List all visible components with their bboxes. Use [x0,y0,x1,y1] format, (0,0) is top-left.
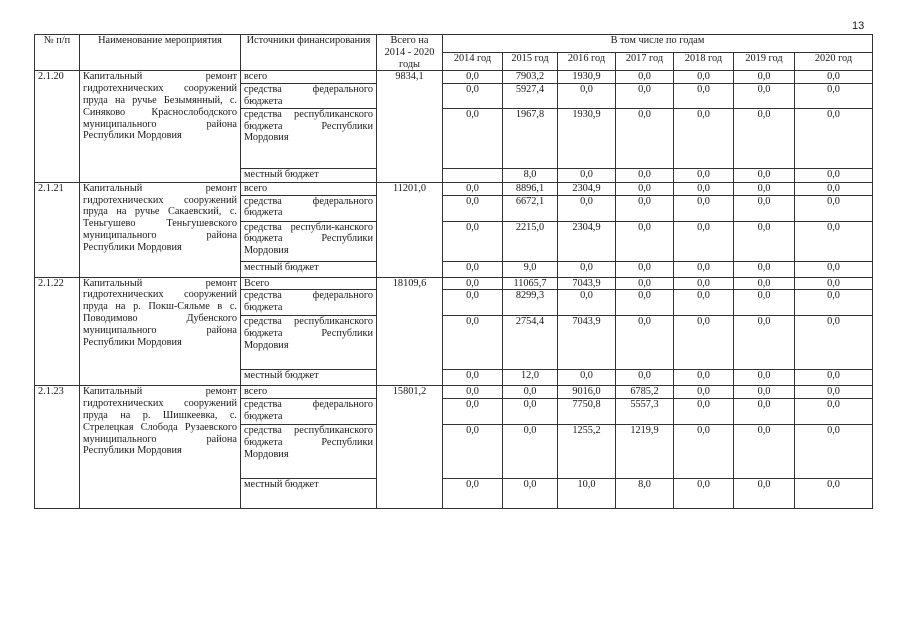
year-value: 0,0 [503,479,558,509]
year-value: 0,0 [734,386,795,399]
year-value: 0,0 [674,168,734,182]
year-value: 0,0 [674,479,734,509]
year-value: 0,0 [734,316,795,370]
year-value: 0,0 [443,290,503,316]
header-year: 2016 год [558,53,616,71]
year-value: 0,0 [616,168,674,182]
year-value: 0,0 [443,261,503,277]
year-value: 0,0 [558,370,616,386]
year-value: 1930,9 [558,71,616,84]
funding-source: средства федерального бюджета [241,290,377,316]
header-total: Всего на 2014 - 2020 годы [377,35,443,71]
year-value: 0,0 [795,370,873,386]
header-year: 2014 год [443,53,503,71]
year-value: 0,0 [503,425,558,479]
funding-source: местный бюджет [241,479,377,509]
year-value: 7750,8 [558,399,616,425]
year-value: 7903,2 [503,71,558,84]
year-value: 0,0 [674,71,734,84]
item-name: Капитальный ремонт гидротехнических сооружений пруда на ручье Сакаевский, с. Теньгушево Теньгушевского муниципального района Республики Мордовия [80,182,241,277]
item-total: 15801,2 [377,386,443,509]
year-value: 5557,3 [616,399,674,425]
year-value: 0,0 [734,370,795,386]
year-value: 0,0 [616,221,674,261]
year-value: 0,0 [616,316,674,370]
header-year: 2020 год [795,53,873,71]
year-value: 1255,2 [558,425,616,479]
year-value: 0,0 [443,479,503,509]
year-value: 8299,3 [503,290,558,316]
year-value: 0,0 [674,195,734,221]
year-value: 0,0 [795,168,873,182]
year-value: 0,0 [734,399,795,425]
year-value: 0,0 [795,479,873,509]
table-row [35,277,873,290]
header-year: 2018 год [674,53,734,71]
year-value: 0,0 [734,277,795,290]
header-year: 2019 год [734,53,795,71]
funding-source: средства республиканского бюджета Республики Мордовия [241,425,377,479]
year-value: 0,0 [558,290,616,316]
year-value: 0,0 [616,261,674,277]
year-value: 0,0 [443,84,503,109]
funding-source: местный бюджет [241,370,377,386]
year-value: 0,0 [674,370,734,386]
year-value: 0,0 [795,84,873,109]
item-total: 9834,1 [377,71,443,182]
year-value: 1967,8 [503,108,558,168]
year-value: 0,0 [674,277,734,290]
page-number: 13 [852,20,865,32]
year-value: 11065,7 [503,277,558,290]
year-value: 0,0 [558,168,616,182]
year-value: 0,0 [734,290,795,316]
year-value: 2754,4 [503,316,558,370]
year-value: 0,0 [734,195,795,221]
year-value: 7043,9 [558,277,616,290]
year-value: 0,0 [616,108,674,168]
year-value: 0,0 [795,195,873,221]
year-value: 0,0 [674,316,734,370]
year-value: 0,0 [734,182,795,195]
year-value: 0,0 [795,316,873,370]
funding-source: средства федерального бюджета [241,399,377,425]
funding-source: Всего [241,277,377,290]
year-value [443,168,503,182]
year-value: 0,0 [795,261,873,277]
header-by-years: В том числе по годам [443,35,873,53]
year-value: 0,0 [443,316,503,370]
table-row [35,386,873,399]
year-value: 0,0 [616,195,674,221]
year-value: 0,0 [443,182,503,195]
item-name: Капитальный ремонт гидротехнических сооружений пруда на р. Шишкеевка, с. Стрелецкая Слобода Рузаевского муниципального района Республики Мордовия [80,386,241,509]
year-value: 6672,1 [503,195,558,221]
year-value: 0,0 [734,479,795,509]
item-name: Капитальный ремонт гидротехнических сооружений пруда на р. Покш-Сяльме в с. Поводимово Дубенского муниципального района Республики Мордовия [80,277,241,386]
year-value: 0,0 [443,277,503,290]
year-value: 2215,0 [503,221,558,261]
year-value: 0,0 [795,425,873,479]
item-number: 2.1.21 [35,182,80,277]
year-value: 0,0 [674,261,734,277]
year-value: 0,0 [734,168,795,182]
year-value: 0,0 [616,290,674,316]
year-value: 0,0 [674,425,734,479]
table-row [35,71,873,84]
funding-source: местный бюджет [241,261,377,277]
year-value: 0,0 [616,370,674,386]
year-value: 0,0 [674,399,734,425]
year-value: 0,0 [674,108,734,168]
year-value: 2304,9 [558,221,616,261]
year-value: 0,0 [674,182,734,195]
funding-source: местный бюджет [241,168,377,182]
header-source: Источники финансирования [241,35,377,71]
year-value: 1219,9 [616,425,674,479]
header-row-1 [35,35,873,53]
year-value: 0,0 [558,261,616,277]
funding-source: средства федерального бюджета [241,84,377,109]
header-year: 2017 год [616,53,674,71]
year-value: 8,0 [616,479,674,509]
year-value: 2304,9 [558,182,616,195]
year-value: 0,0 [616,182,674,195]
table-body [35,71,873,509]
year-value: 0,0 [795,182,873,195]
year-value: 0,0 [795,221,873,261]
year-value: 0,0 [795,386,873,399]
item-total: 18109,6 [377,277,443,386]
year-value: 0,0 [734,84,795,109]
year-value: 0,0 [616,277,674,290]
year-value: 9,0 [503,261,558,277]
year-value: 0,0 [795,290,873,316]
year-value: 0,0 [503,386,558,399]
year-value: 0,0 [795,71,873,84]
year-value: 5927,4 [503,84,558,109]
item-name: Капитальный ремонт гидротехнических сооружений пруда на ручье Безымянный, с. Синяково Краснослободского муниципального района Республики Мордовия [80,71,241,182]
year-value: 0,0 [503,399,558,425]
year-value: 8896,1 [503,182,558,195]
year-value: 0,0 [674,290,734,316]
year-value: 6785,2 [616,386,674,399]
table-row [35,182,873,195]
funding-source: всего [241,386,377,399]
item-total: 11201,0 [377,182,443,277]
item-number: 2.1.23 [35,386,80,509]
item-number: 2.1.22 [35,277,80,386]
year-value: 0,0 [734,221,795,261]
year-value: 0,0 [734,261,795,277]
year-value: 0,0 [795,108,873,168]
year-value: 0,0 [443,399,503,425]
year-value: 7043,9 [558,316,616,370]
year-value: 0,0 [616,71,674,84]
year-value: 12,0 [503,370,558,386]
year-value: 0,0 [674,386,734,399]
funding-source: средства республи-канского бюджета Республики Мордовия [241,221,377,261]
header-year: 2015 год [503,53,558,71]
item-number: 2.1.20 [35,71,80,182]
year-value: 0,0 [734,108,795,168]
funding-source: средства республиканского бюджета Республики Мордовия [241,316,377,370]
year-value: 0,0 [674,84,734,109]
year-value: 0,0 [443,386,503,399]
header-no: № п/п [35,35,80,71]
year-value: 0,0 [443,425,503,479]
header-name: Наименование мероприятия [80,35,241,71]
year-value: 0,0 [443,71,503,84]
year-value: 0,0 [443,221,503,261]
year-value: 0,0 [734,425,795,479]
year-value: 9016,0 [558,386,616,399]
year-value: 0,0 [443,370,503,386]
year-value: 1930,9 [558,108,616,168]
year-value: 0,0 [795,277,873,290]
funding-source: всего [241,71,377,84]
year-value: 0,0 [443,108,503,168]
financing-table [34,34,873,509]
year-value: 10,0 [558,479,616,509]
year-value: 0,0 [558,84,616,109]
year-value: 0,0 [443,195,503,221]
year-value: 8,0 [503,168,558,182]
year-value: 0,0 [795,399,873,425]
year-value: 0,0 [558,195,616,221]
year-value: 0,0 [734,71,795,84]
funding-source: средства федерального бюджета [241,195,377,221]
year-value: 0,0 [616,84,674,109]
funding-source: всего [241,182,377,195]
year-value: 0,0 [674,221,734,261]
funding-source: средства республиканского бюджета Республики Мордовия [241,108,377,168]
